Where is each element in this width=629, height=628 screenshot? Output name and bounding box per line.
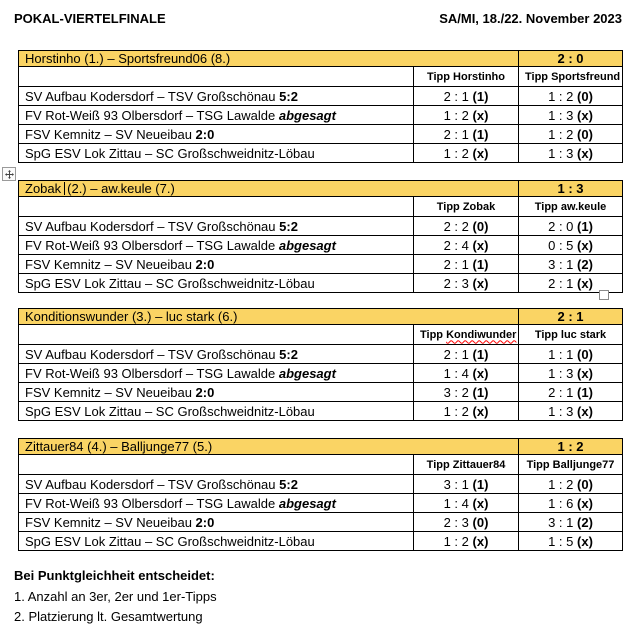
fixture-row <box>19 87 623 106</box>
fixture-result: abgesagt <box>278 237 336 253</box>
matchup-title-cell[interactable] <box>19 439 519 455</box>
fixture-row <box>19 494 623 513</box>
tip2-cell[interactable]: 0 : 5 (x) <box>519 236 623 255</box>
tip2-cell[interactable]: 1 : 3 (x) <box>519 106 623 125</box>
fixture-row <box>19 125 623 144</box>
fixture-row <box>19 383 623 402</box>
tip1-cell[interactable]: 1 : 2 (x) <box>414 106 519 125</box>
fixture-row <box>19 532 623 551</box>
fixture-row <box>19 144 623 163</box>
fixture-cell[interactable]: SV Aufbau Kodersdorf – TSV Großschönau 5:2 <box>19 345 414 364</box>
tip2-cell[interactable]: 1 : 2 (0) <box>519 125 623 144</box>
tip2-cell[interactable]: 1 : 5 (x) <box>519 532 623 551</box>
fixture-row <box>19 402 623 421</box>
tip-column-header-2[interactable]: Tipp luc stark <box>519 325 623 345</box>
fixture-result: 2:0 <box>195 126 215 142</box>
tip2-cell[interactable]: 2 : 1 (x) <box>519 274 623 293</box>
matchup-title-cell[interactable] <box>19 309 519 325</box>
tip1-cell[interactable]: 1 : 2 (x) <box>414 532 519 551</box>
fixture-cell[interactable]: SpG ESV Lok Zittau – SC Großschweidnitz-Löbau <box>19 274 414 293</box>
fixture-row <box>19 345 623 364</box>
fixture-row <box>19 513 623 532</box>
tip-columns-row <box>19 455 623 475</box>
fixture-cell[interactable]: SpG ESV Lok Zittau – SC Großschweidnitz-Löbau <box>19 402 414 421</box>
tiebreak-rules <box>14 566 217 628</box>
matchup-title: Zittauer84 (4.) – Balljunge77 (5.) <box>25 439 213 454</box>
fixture-result: 5:2 <box>279 346 298 362</box>
tip1-cell[interactable]: 2 : 1 (1) <box>414 125 519 144</box>
fixture-cell[interactable]: FV Rot-Weiß 93 Olbersdorf – TSG Lawalde abgesagt <box>19 494 414 513</box>
fixture-cell[interactable]: SV Aufbau Kodersdorf – TSV Großschönau 5:2 <box>19 87 414 106</box>
tip-columns-row <box>19 67 623 87</box>
matchup-title: Konditionswunder (3.) – luc stark (6.) <box>25 309 238 324</box>
tip1-cell[interactable]: 1 : 2 (x) <box>414 144 519 163</box>
matchup-score-cell[interactable] <box>519 309 623 325</box>
tip1-cell[interactable]: 1 : 4 (x) <box>414 364 519 383</box>
fixture-row <box>19 274 623 293</box>
tip1-cell[interactable]: 2 : 3 (0) <box>414 513 519 532</box>
fixture-row <box>19 217 623 236</box>
fixture-cell[interactable]: SpG ESV Lok Zittau – SC Großschweidnitz-Löbau <box>19 144 414 163</box>
empty-cell[interactable] <box>19 325 414 345</box>
matchup-score-cell[interactable] <box>519 51 623 67</box>
tip2-cell[interactable]: 1 : 6 (x) <box>519 494 623 513</box>
tip-column-header-2[interactable]: Tipp Sportsfreund <box>519 67 623 87</box>
fixture-row <box>19 255 623 274</box>
fixture-result: 2:0 <box>195 514 215 530</box>
tip1-cell[interactable]: 1 : 2 (x) <box>414 402 519 421</box>
matchup-header-row <box>19 51 623 67</box>
tip1-cell[interactable]: 2 : 3 (x) <box>414 274 519 293</box>
fixture-result: abgesagt <box>278 495 336 511</box>
tiebreak-heading: Bei Punktgleichheit entscheidet: <box>14 568 215 583</box>
fixture-cell[interactable]: FSV Kemnitz – SV Neueibau 2:0 <box>19 255 414 274</box>
tip-column-header-1[interactable]: Tipp Zittauer84 <box>414 455 519 475</box>
tip1-cell[interactable]: 1 : 4 (x) <box>414 494 519 513</box>
fixture-result: 5:2 <box>279 218 298 234</box>
tip1-cell[interactable]: 2 : 1 (1) <box>414 87 519 106</box>
tip-columns-row <box>19 325 623 345</box>
empty-cell[interactable] <box>19 455 414 475</box>
tip1-cell[interactable]: 2 : 2 (0) <box>414 217 519 236</box>
tip1-cell[interactable]: 2 : 4 (x) <box>414 236 519 255</box>
tip2-cell[interactable]: 2 : 1 (1) <box>519 383 623 402</box>
matchup-score-cell[interactable] <box>519 439 623 455</box>
tip-column-header-1[interactable]: Tipp Horstinho <box>414 67 519 87</box>
tip2-cell[interactable]: 2 : 0 (1) <box>519 217 623 236</box>
document-header <box>14 11 622 26</box>
tip2-cell[interactable]: 1 : 2 (0) <box>519 87 623 106</box>
tip2-cell[interactable]: 1 : 3 (x) <box>519 364 623 383</box>
matchup-score: 2 : 0 <box>557 51 584 66</box>
tiebreak-rule-2: 2. Platzierung lt. Gesamtwertung <box>14 609 203 624</box>
fixture-cell[interactable]: FV Rot-Weiß 93 Olbersdorf – TSG Lawalde abgesagt <box>19 364 414 383</box>
fixture-cell[interactable]: FSV Kemnitz – SV Neueibau 2:0 <box>19 125 414 144</box>
tip2-cell[interactable]: 1 : 3 (x) <box>519 402 623 421</box>
tip-columns-row <box>19 197 623 217</box>
fixture-result: 2:0 <box>195 384 215 400</box>
fixture-result: 5:2 <box>279 88 298 104</box>
matchup-title: Zobak <box>25 181 62 196</box>
matchup-header-row <box>19 309 623 325</box>
fixture-cell[interactable]: FSV Kemnitz – SV Neueibau 2:0 <box>19 383 414 402</box>
four-arrows-cross-icon <box>5 170 14 179</box>
matchup-title-cell[interactable] <box>19 51 519 67</box>
tip2-cell[interactable]: 3 : 1 (2) <box>519 513 623 532</box>
fixture-row <box>19 364 623 383</box>
matchup-header-row <box>19 181 623 197</box>
fixture-cell[interactable]: SV Aufbau Kodersdorf – TSV Großschönau 5:2 <box>19 217 414 236</box>
fixture-cell[interactable]: FV Rot-Weiß 93 Olbersdorf – TSG Lawalde abgesagt <box>19 236 414 255</box>
matchup-score: 2 : 1 <box>557 309 584 324</box>
tip-column-header-2[interactable]: Tipp aw.keule <box>519 197 623 217</box>
tip1-cell[interactable]: 3 : 2 (1) <box>414 383 519 402</box>
fixture-cell[interactable]: FSV Kemnitz – SV Neueibau 2:0 <box>19 513 414 532</box>
tip2-cell[interactable]: 1 : 2 (0) <box>519 475 623 494</box>
text-cursor-caret <box>64 182 65 195</box>
table-resize-handle[interactable] <box>599 290 609 300</box>
page-title: POKAL-VIERTELFINALE <box>14 11 166 26</box>
matchup-title-cell[interactable] <box>19 181 519 197</box>
matchup-header-row <box>19 439 623 455</box>
misspelled-word: Kondiwunder <box>446 328 517 341</box>
match-table-3 <box>18 308 623 421</box>
match-date: SA/MI, 18./22. November 2023 <box>439 11 622 26</box>
match-table-4 <box>18 438 623 551</box>
tip-column-header-1[interactable]: Tipp Zobak <box>414 197 519 217</box>
matchup-score: 1 : 2 <box>557 439 584 454</box>
fixture-row <box>19 236 623 255</box>
empty-cell[interactable] <box>19 197 414 217</box>
fixture-result: 5:2 <box>279 476 298 492</box>
matchup-score-cell[interactable] <box>519 181 623 197</box>
tiebreak-rule-1: 1. Anzahl an 3er, 2er und 1er-Tipps <box>14 588 217 604</box>
tip2-cell[interactable]: 1 : 3 (x) <box>519 144 623 163</box>
tip2-cell[interactable]: 3 : 1 (2) <box>519 255 623 274</box>
tip1-cell[interactable]: 2 : 1 (1) <box>414 345 519 364</box>
tip2-cell[interactable]: 1 : 1 (0) <box>519 345 623 364</box>
fixture-result: abgesagt <box>278 365 336 381</box>
matchup-title: Horstinho (1.) – Sportsfreund06 (8.) <box>25 51 231 66</box>
tip-column-header-1[interactable]: Tipp Kondiwunder <box>414 325 519 345</box>
fixture-row <box>19 106 623 125</box>
empty-cell[interactable] <box>19 67 414 87</box>
match-table-2 <box>18 180 623 293</box>
fixture-cell[interactable]: FV Rot-Weiß 93 Olbersdorf – TSG Lawalde abgesagt <box>19 106 414 125</box>
matchup-score: 1 : 3 <box>557 181 584 196</box>
match-table-1 <box>18 50 623 163</box>
fixture-cell[interactable]: SV Aufbau Kodersdorf – TSV Großschönau 5:2 <box>19 475 414 494</box>
fixture-row <box>19 475 623 494</box>
tip1-cell[interactable]: 3 : 1 (1) <box>414 475 519 494</box>
tip1-cell[interactable]: 2 : 1 (1) <box>414 255 519 274</box>
tip-column-header-2[interactable]: Tipp Balljunge77 <box>519 455 623 475</box>
table-move-handle[interactable] <box>2 167 16 181</box>
fixture-result: 2:0 <box>195 256 215 272</box>
fixture-result: abgesagt <box>278 107 336 123</box>
matchup-title: (2.) – aw.keule (7.) <box>67 181 175 196</box>
fixture-cell[interactable]: SpG ESV Lok Zittau – SC Großschweidnitz-Löbau <box>19 532 414 551</box>
